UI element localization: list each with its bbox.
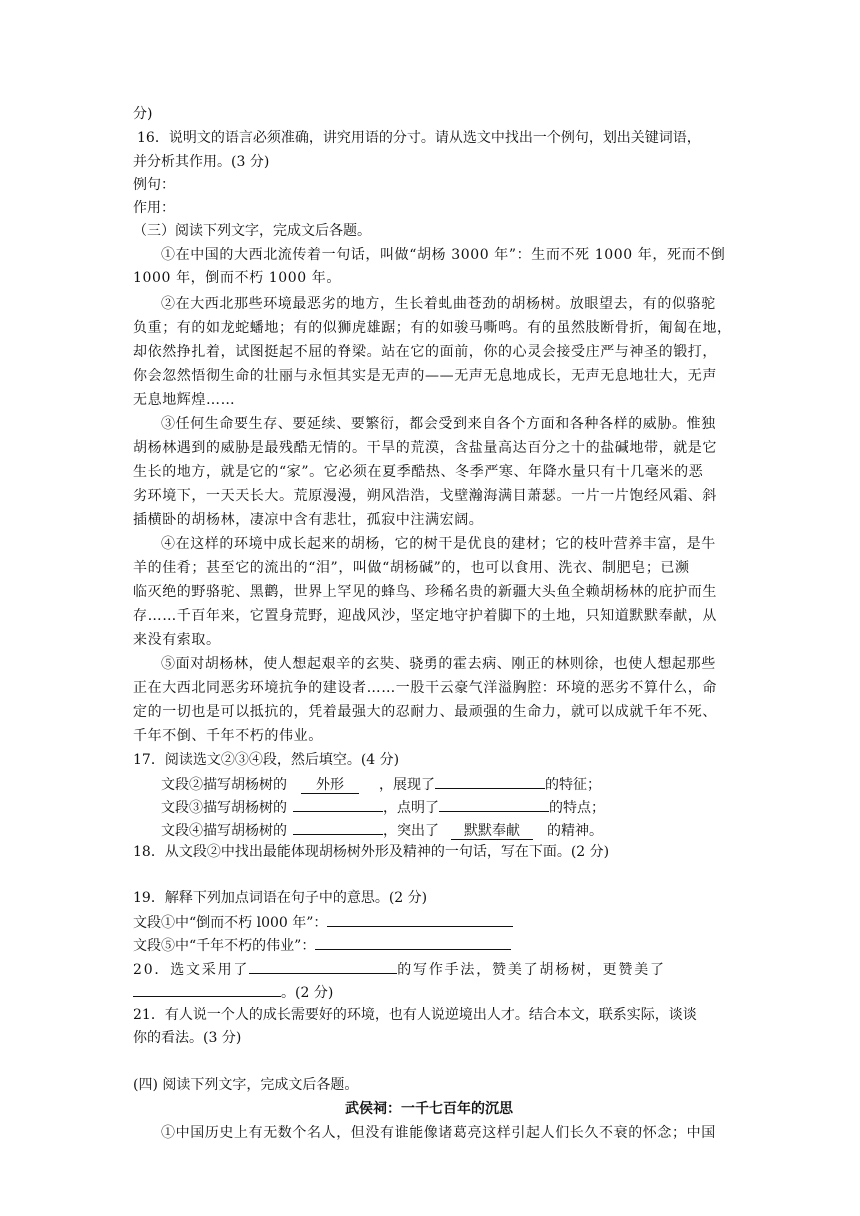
q17-text: ，点明了 — [383, 800, 439, 816]
question-20-cont — [133, 980, 333, 1004]
question-16: 16．说明文的语言必须准确，讲究用语的分寸。请从选文中找出一个例句，划出关键词语， — [137, 130, 701, 146]
paragraph-2: 无息地辉煌…… — [133, 392, 236, 408]
section-4-paragraph-1: ①中国历史上有无数个名人，但没有谁能像诸葛亮这样引起人们长久不衰的怀念；中国 — [161, 1125, 716, 1141]
answer-blank[interactable] — [249, 957, 397, 974]
question-17: 17．阅读选文②③④段，然后填空。(4 分) — [133, 752, 400, 768]
answer-blank[interactable] — [293, 795, 383, 812]
question-17-line-1 — [161, 772, 601, 796]
paragraph-3: 生长的地方，就是它的“家”。它必须在夏季酷热、冬季严寒、年降水量只有十几毫米的恶 — [133, 464, 704, 480]
paragraph-4: 存……千百年来，它置身荒野，迎战风沙，坚定地守护着脚下的土地，只知道默默奉献，从 — [133, 608, 717, 624]
paragraph-2: ②在大西北那些环境最恶劣的地方，生长着虬曲苍劲的胡杨树。放眼望去，有的似骆驼 — [161, 296, 716, 312]
question-19: 19．解释下列加点词语在句子中的意思。(2 分) — [133, 890, 428, 906]
article-title: 武侯祠：一千七百年的沉思 — [345, 1101, 513, 1117]
question-17-line-2 — [161, 795, 605, 819]
q17-text: 文段②描写胡杨树的 — [161, 777, 287, 793]
question-20 — [133, 957, 666, 981]
q17-text: ，突出了 — [383, 823, 439, 839]
paragraph-5: 正在大西北同恶劣环境抗争的建设者……一股干云豪气洋溢胸腔：环境的恶劣不算什么，命 — [133, 680, 717, 696]
paragraph-2: 你会忽然悟彻生命的壮丽与永恒其实是无声的——无声无息地成长，无声无息地壮大，无声 — [133, 368, 717, 384]
answer-blank[interactable] — [439, 795, 549, 812]
question-17-line-3 — [161, 818, 603, 842]
paragraph-3: 插横卧的胡杨林，凄凉中含有悲壮，孤寂中注满宏阔。 — [133, 512, 484, 528]
paragraph-2: 负重；有的如龙蛇蟠地；有的似狮虎雄踞；有的如骏马嘶鸣。有的虽然肢断骨折，匍匐在地， — [133, 320, 732, 336]
question-19-item-1 — [133, 910, 513, 934]
q19-text: 文段①中“倒而不朽 l000 年”： — [133, 915, 328, 931]
paragraph-1: 1000 年，倒而不朽 1000 年。 — [133, 270, 342, 286]
paragraph-2: 却依然挣扎着，试图挺起不屈的脊梁。站在它的面前，你的心灵会接受庄严与神圣的锻打， — [133, 344, 717, 360]
section-3-heading: （三）阅读下列文字，完成文后各题。 — [133, 223, 371, 239]
question-19-item-2 — [133, 933, 511, 957]
paragraph-4: ④在这样的环境中成长起来的胡杨，它的树干是优良的建材；它的枝叶营养丰富，是牛 — [161, 536, 716, 552]
question-18: 18．从文段②中找出最能体现胡杨树外形及精神的一句话，写在下面。(2 分) — [133, 844, 610, 860]
answer-underline: 默默奉献 — [451, 821, 533, 840]
q17-text: 文段④描写胡杨树的 — [161, 823, 287, 839]
answer-blank[interactable] — [315, 933, 511, 950]
example-label: 例句： — [133, 177, 175, 193]
text-line: 分) — [133, 106, 153, 122]
paragraph-3: ③任何生命要生存、要延续、要繁衍，都会受到来自各个方面和各种各样的威胁。惟独 — [161, 416, 716, 432]
effect-label: 作用： — [133, 200, 175, 216]
q20-text: 。(2 分) — [281, 985, 334, 1001]
answer-blank[interactable] — [435, 772, 545, 789]
q17-text: 的精神。 — [547, 823, 603, 839]
answer-blank[interactable] — [133, 980, 281, 997]
q20-text: 的写作手法，赞美了胡杨树，更赞美了 — [397, 962, 666, 978]
question-21: 21．有人说一个人的成长需要好的环境，也有人说逆境出人才。结合本文，联系实际，谈谈 — [133, 1007, 697, 1023]
q17-text: 的特点； — [549, 800, 605, 816]
paragraph-5: 定的一切也是可以抵抗的，凭着最强大的忍耐力、最顽强的生命力，就可以成就千年不死、 — [133, 704, 717, 720]
q17-text: 的特征； — [545, 777, 601, 793]
section-4-heading: (四) 阅读下列文字，完成文后各题。 — [133, 1077, 359, 1093]
answer-blank[interactable] — [327, 910, 513, 927]
paragraph-4: 羊的佳肴；甚至它的流出的“泪”，叫做“胡杨碱”的，也可以食用、洗衣、制肥皂；已濒 — [133, 560, 690, 576]
paragraph-3: 劣环境下，一天天长大。荒原漫漫，朔风浩浩，戈壁瀚海满目萧瑟。一片一片饱经风霜、斜 — [133, 488, 717, 504]
paragraph-5: ⑤面对胡杨林，使人想起艰辛的玄奘、骁勇的霍去病、刚正的林则徐，也使人想起那些 — [161, 656, 716, 672]
q19-text: 文段⑤中“千年不朽的伟业”： — [133, 938, 316, 954]
q17-text: 文段③描写胡杨树的 — [161, 800, 287, 816]
question-21: 你的看法。(3 分) — [133, 1030, 242, 1046]
paragraph-4: 临灭绝的野骆驼、黑鹳，世界上罕见的蜂鸟、珍稀名贵的新疆大头鱼全赖胡杨林的庇护而生 — [133, 584, 717, 600]
answer-underline: 外形 — [301, 775, 359, 794]
paragraph-3: 胡杨林遇到的威胁是最残酷无情的。干旱的荒漠，含盐量高达百分之十的盐碱地带，就是它 — [133, 440, 717, 456]
paragraph-4: 来没有索取。 — [133, 632, 221, 648]
q20-text: 20．选文采用了 — [133, 962, 250, 978]
q17-text: ，展现了 — [379, 777, 435, 793]
paragraph-1: ①在中国的大西北流传着一句话，叫做“胡杨 3000 年”：生而不死 1000 年，死而不倒 — [161, 247, 726, 263]
paragraph-5: 千年不倒、千年不朽的伟业。 — [133, 728, 323, 744]
question-16-score: 并分析其作用。(3 分) — [133, 154, 270, 170]
answer-blank[interactable] — [293, 818, 383, 835]
